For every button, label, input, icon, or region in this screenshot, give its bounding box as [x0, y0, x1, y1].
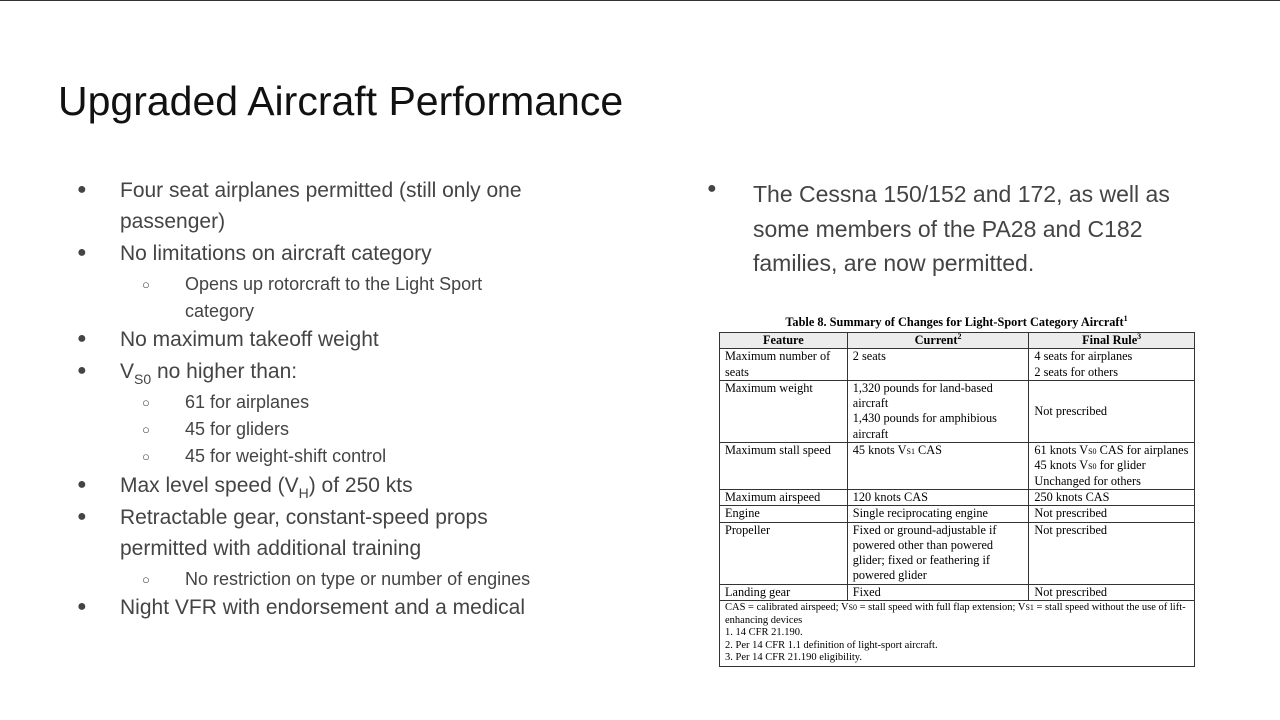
table-cell [720, 506, 848, 522]
bullet-text: No restriction on type or number of engines [185, 569, 531, 589]
footnote: 3. Per 14 CFR 21.190 eligibility. [725, 652, 862, 664]
cell-line: 2 seats for others [1034, 364, 1119, 379]
bullet-icon: ● [77, 181, 87, 198]
table-cell [847, 380, 1029, 442]
table-cell [847, 506, 1029, 522]
cell-line: 45 knots VS0 for glider [1034, 458, 1146, 473]
bullet-icon: ● [77, 362, 87, 379]
footnote-ref: 2 [957, 331, 962, 341]
slide-title: Upgraded Aircraft Performance [58, 78, 624, 124]
cell-line: 45 knots VS1 CAS [852, 443, 942, 458]
cell-line: Maximum airspeed [725, 489, 821, 504]
subscript: H [298, 485, 309, 501]
table-cell [1029, 349, 1195, 381]
subscript: S1 [906, 447, 915, 457]
table-cell [1029, 489, 1195, 505]
table-row [720, 443, 1195, 490]
sub-bullet-icon: ○ [142, 395, 150, 410]
table-title: Table 8. Summary of Changes for Light-Sport Category Aircraft$^1$ [785, 313, 1128, 329]
table-cell [720, 489, 848, 505]
cell-line: Maximum number of seats [725, 349, 831, 379]
bullet-text: 61 for airplanes [185, 392, 310, 412]
bullet-icon: ● [707, 180, 717, 197]
cell-line: Maximum weight [725, 380, 813, 395]
footnote-ref: 3 [1137, 331, 1142, 341]
column-header: Feature [720, 333, 848, 349]
table-row [720, 349, 1195, 381]
subscript: S0 [848, 603, 857, 613]
cell-line: Not prescribed [1034, 506, 1108, 521]
bullet-text: passenger) [120, 210, 226, 233]
table-row [720, 506, 1195, 522]
cell-line: Engine [725, 506, 760, 521]
bullet-text: Four seat airplanes permitted (still only one [120, 179, 522, 202]
footnote: 1. 14 CFR 21.190. [725, 627, 803, 639]
cell-line: Unchanged for others [1034, 473, 1141, 488]
table-row [720, 584, 1195, 600]
cell-line: 250 knots CAS [1034, 489, 1110, 504]
sub-bullet-icon: ○ [142, 422, 150, 437]
table-row [720, 380, 1195, 442]
table-cell [720, 522, 848, 584]
cell-line: Not prescribed [1034, 403, 1108, 418]
sub-bullet-icon: ○ [142, 572, 150, 587]
bullet-text: 45 for weight-shift control [185, 446, 387, 466]
cell-line: Fixed or ground-adjustable if powered other than powered glider; fixed or feathering if powered glider [852, 522, 997, 583]
table-cell [847, 522, 1029, 584]
bullet-text: $V_{S0}$ no higher than: [120, 360, 298, 387]
cell-line: Landing gear [725, 584, 791, 599]
table-cell [1029, 584, 1195, 600]
footnote-cell [720, 601, 1195, 667]
table-cell [847, 489, 1029, 505]
sub-bullet-icon: ○ [142, 449, 150, 464]
cell-line: Maximum stall speed [725, 443, 831, 458]
cell-line: Not prescribed [1034, 584, 1108, 599]
subscript: S0 [1088, 447, 1097, 457]
bullet-text: Retractable gear, constant-speed props [120, 506, 488, 529]
cell-line: 61 knots VS0 CAS for airplanes [1034, 443, 1189, 458]
cell-line: Propeller [725, 522, 771, 537]
cell-line: Not prescribed [1034, 522, 1108, 537]
table-cell [1029, 443, 1195, 490]
lsa-changes-table [719, 332, 1195, 667]
top-border [0, 0, 1280, 1]
table-cell [720, 380, 848, 442]
bullet-icon: ● [77, 330, 87, 347]
bullet-icon: ● [77, 598, 87, 615]
bullet-text: No limitations on aircraft category [120, 242, 432, 265]
cell-line: 2 seats [852, 349, 886, 364]
table-row [720, 522, 1195, 584]
table-cell [847, 443, 1029, 490]
cell-line: Single reciprocating engine [852, 506, 988, 521]
cell-line: 4 seats for airplanes [1034, 349, 1133, 364]
cell-line: 1,430 pounds for amphibious aircraft [852, 411, 997, 441]
bullet-icon: ● [77, 508, 87, 525]
bullet-text: permitted with additional training [120, 537, 422, 560]
subscript: S0 [1088, 462, 1097, 472]
right-bullet: The Cessna 150/152 and 172, as well as some members of the PA28 and C182 families, are now permitted. [753, 181, 1170, 276]
footnote: 2. Per 14 CFR 1.1 definition of light-sport aircraft. [725, 639, 938, 651]
table-cell [1029, 380, 1195, 442]
table-cell [847, 349, 1029, 381]
bullet-text: No maximum takeoff weight [120, 328, 379, 351]
table-cell [720, 349, 848, 381]
bullet-text: 45 for gliders [185, 419, 290, 439]
column-header: Final Rule$^3$ [1029, 333, 1195, 349]
bullet-text: category [185, 301, 255, 321]
column-header: Current$^2$ [847, 333, 1029, 349]
table-cell [720, 443, 848, 490]
bullet-text: Max level speed $(V_H)$ of 250 kts [120, 474, 413, 501]
cell-line: 1,320 pounds for land-based aircraft [852, 380, 993, 411]
sub-bullet-icon: ○ [142, 277, 150, 292]
table-cell [720, 584, 848, 600]
table-footnotes [720, 601, 1195, 667]
bullet-icon: ● [77, 244, 87, 261]
subscript: S0 [134, 371, 152, 387]
cell-line: Fixed [852, 584, 881, 599]
table-cell [1029, 522, 1195, 584]
table-cell [1029, 506, 1195, 522]
footnote: CAS = calibrated airspeed; VS0 = stall speed with full flap extension; VS1 = stall speed without the use of lift-enhancing devices [725, 602, 1186, 626]
bullet-text: Opens up rotorcraft to the Light Sport [185, 274, 483, 294]
bullet-icon: ● [77, 476, 87, 493]
subscript: S1 [1025, 603, 1034, 613]
table-row [720, 489, 1195, 505]
cell-line: 120 knots CAS [852, 489, 928, 504]
bullet-text: Night VFR with endorsement and a medical [120, 596, 526, 619]
table-cell [847, 584, 1029, 600]
